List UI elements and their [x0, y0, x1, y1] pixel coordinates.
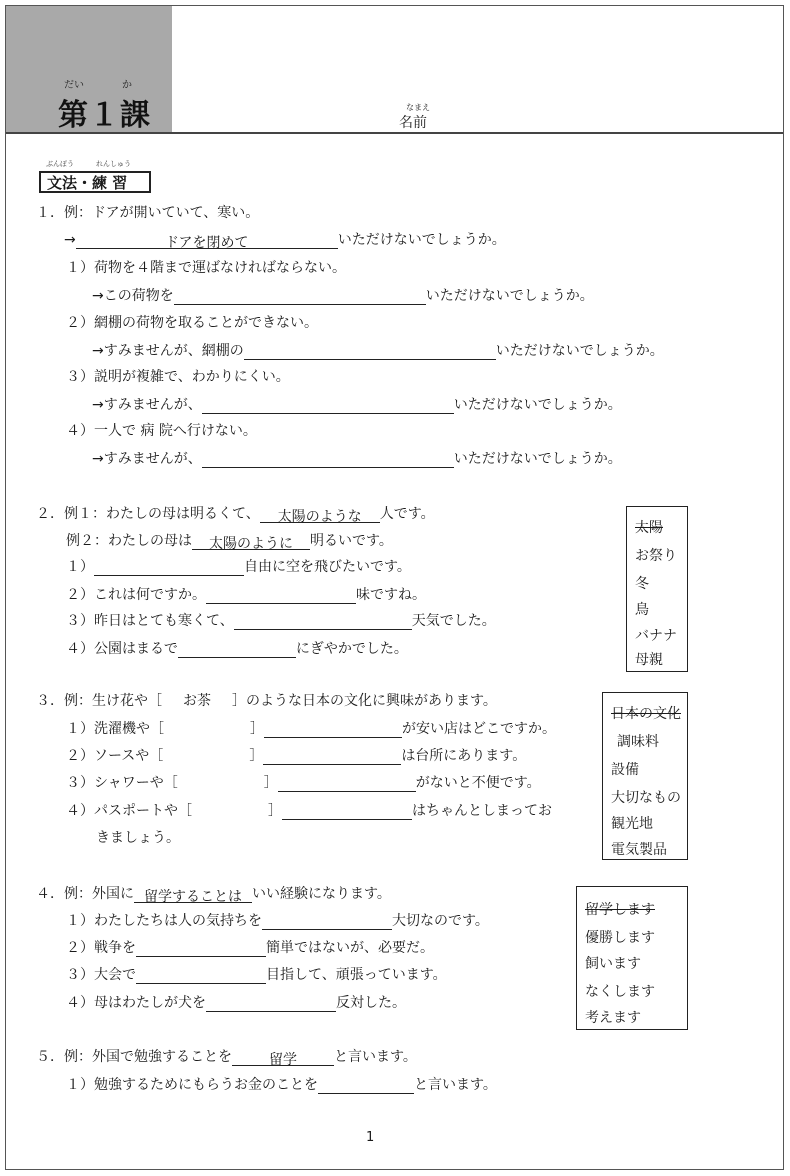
- q3-item-2-blank[interactable]: [263, 750, 401, 765]
- q3-item-1-post: が安い店はどこですか。: [402, 721, 556, 737]
- q1-item-2: ２）網棚の荷物を取ることができない。: [66, 315, 318, 331]
- q3-word-2: 調味料: [617, 734, 659, 750]
- q1-item-1-answer: [92, 287, 594, 305]
- section-ruby-1: ぶんぽう: [46, 160, 74, 168]
- q2-ex1-post: 人です。: [379, 506, 435, 522]
- q4-word-1: 留学します: [585, 902, 655, 918]
- q2-item-4-blank[interactable]: [178, 643, 296, 658]
- q4-item-3-pre: ３）大会で: [66, 967, 136, 983]
- q2-word-6: 母親: [635, 652, 663, 668]
- q3-ex-post: ］のような日本の文化に興味があります。: [232, 693, 497, 709]
- q2-item-1-pre: １）: [66, 559, 94, 575]
- q4-item-1: [66, 912, 489, 930]
- q3-item-1-bracket: ］: [250, 721, 264, 737]
- q4-item-2: [66, 939, 434, 957]
- q1-example: １．例：ドアが開いていて、寒い。: [36, 205, 260, 221]
- q1-item-3-post: いただけないでしょうか。: [453, 397, 622, 413]
- q5-ex-blank: 留学: [232, 1051, 334, 1066]
- lesson-badge: [6, 6, 172, 132]
- q3-item-4-cont: きましょう。: [96, 830, 180, 846]
- q2-ex2-post: 明るいです。: [310, 533, 393, 549]
- q4-ex-blank: 留学することは: [134, 888, 252, 903]
- q5-item-1-blank[interactable]: [318, 1079, 414, 1094]
- q1-item-1-pre: →この荷物を: [92, 288, 174, 304]
- q3-word-6: 電気製品: [611, 842, 667, 858]
- page-header: [6, 6, 783, 134]
- q4-item-1-post: 大切なのです。: [392, 913, 489, 929]
- q1-item-3-pre: →すみませんが、: [92, 397, 202, 413]
- q3-ex-answer: お茶: [183, 693, 211, 709]
- q4-item-3: [66, 966, 447, 984]
- q4-ex-pre: ４．例：外国に: [36, 886, 134, 902]
- q3-word-5: 観光地: [611, 816, 653, 832]
- section-ruby-2: れんしゅう: [96, 160, 131, 168]
- q2-item-2-blank[interactable]: [206, 589, 356, 604]
- q2-ex2-pre: 例２：わたしの母は: [66, 533, 192, 549]
- q3-item-3-blank[interactable]: [278, 777, 416, 792]
- q2-item-3: [66, 612, 496, 630]
- q4-item-2-post: 簡単ではないが、必要だ。: [266, 940, 434, 956]
- section-title: 文法・練 習: [47, 174, 128, 192]
- q2-example-1: [36, 505, 435, 523]
- q1-item-3-blank[interactable]: [202, 399, 454, 414]
- q3-word-4: 大切なもの: [611, 790, 681, 806]
- q5-ex-pre: ５．例：外国で勉強することを: [36, 1049, 232, 1065]
- q2-item-2-pre: ２）これは何ですか。: [66, 587, 206, 603]
- q2-word-4: 鳥: [635, 602, 649, 618]
- q3-item-1-pre: １）洗濯機や［: [66, 721, 164, 737]
- q3-item-2-pre: ２）ソースや［: [66, 748, 164, 764]
- q3-item-4-bracket: ］: [268, 803, 282, 819]
- q3-item-4-post: はちゃんとしまってお: [412, 803, 552, 819]
- q3-item-2-post: は台所にあります。: [401, 748, 527, 764]
- q3-word-1: 日本の文化: [611, 706, 681, 722]
- q2-item-4-pre: ４）公園はまるで: [66, 641, 178, 657]
- q3-item-3-post: がないと不便です。: [415, 775, 541, 791]
- q2-item-2: [66, 586, 426, 604]
- q3-item-4: [66, 802, 552, 820]
- q1-item-2-blank[interactable]: [244, 345, 496, 360]
- q2-item-1-blank[interactable]: [94, 561, 244, 576]
- q3-item-3: [66, 774, 541, 792]
- q3-word-box: [602, 692, 688, 860]
- name-label: 名前: [399, 115, 427, 131]
- q2-word-2: お祭り: [635, 548, 677, 564]
- q1-example-answer: [64, 231, 506, 249]
- q4-item-1-blank[interactable]: [262, 915, 392, 930]
- q3-example: [36, 692, 497, 710]
- q1-item-1-post: いただけないでしょうか。: [425, 288, 594, 304]
- q2-word-3: 冬: [635, 576, 649, 592]
- q3-item-2: [66, 747, 526, 765]
- q2-ex1-blank: 太陽のような: [260, 508, 380, 523]
- q4-item-1-pre: １）わたしたちは人の気持ちを: [66, 913, 262, 929]
- q3-ex-pre: ３．例：生け花や［: [36, 693, 162, 709]
- q4-word-4: なくします: [585, 984, 655, 1000]
- q1-item-1: １）荷物を４階まで運ばなければならない。: [66, 260, 346, 276]
- q3-item-3-pre: ３）シャワーや［: [66, 775, 178, 791]
- q2-item-3-pre: ３）昨日はとても寒くて、: [66, 613, 234, 629]
- q4-word-2: 優勝します: [585, 930, 655, 946]
- q3-item-4-blank[interactable]: [282, 805, 412, 820]
- q4-item-3-blank[interactable]: [136, 969, 266, 984]
- q1-item-3: ３）説明が複雑で、わかりにくい。: [66, 369, 290, 385]
- q3-item-1: [66, 720, 556, 738]
- q1-item-4: ４）一人で 病 院へ行けない。: [66, 423, 257, 439]
- q2-item-1-post: 自由に空を飛びたいです。: [244, 559, 411, 575]
- q4-item-4-blank[interactable]: [206, 997, 336, 1012]
- lesson-ruby-ka: か: [122, 80, 132, 91]
- name-ruby: なまえ: [406, 103, 430, 112]
- q2-example-2: [66, 532, 393, 550]
- q4-item-2-pre: ２）戦争を: [66, 940, 136, 956]
- q1-item-2-answer: [92, 342, 664, 360]
- q1-arrow: →: [64, 232, 76, 248]
- q1-example-answer-post: いただけないでしょうか。: [337, 232, 506, 248]
- q2-item-4-post: にぎやかでした。: [295, 641, 408, 657]
- page-number: 1: [366, 1130, 375, 1145]
- q3-item-1-blank[interactable]: [264, 723, 402, 738]
- q1-item-4-blank[interactable]: [202, 453, 454, 468]
- q2-item-4: [66, 640, 408, 658]
- q4-example: [36, 885, 391, 903]
- q3-word-3: 設備: [611, 762, 639, 778]
- q1-item-3-answer: [92, 396, 622, 414]
- lesson-ruby-dai: だい: [64, 80, 84, 91]
- q2-word-5: バナナ: [635, 628, 677, 644]
- q4-word-5: 考えます: [585, 1010, 641, 1026]
- q3-item-3-bracket: ］: [263, 775, 278, 791]
- q2-word-box: [626, 506, 688, 672]
- q4-item-4-post: 反対した。: [336, 995, 406, 1011]
- q5-example: [36, 1048, 417, 1066]
- q5-item-1-pre: １）勉強するためにもらうお金のことを: [66, 1077, 318, 1093]
- lesson-title: 第１課: [58, 98, 151, 133]
- q1-item-4-pre: →すみませんが、: [92, 451, 202, 467]
- q4-word-3: 飼います: [585, 956, 641, 972]
- q1-item-4-post: いただけないでしょうか。: [453, 451, 622, 467]
- q5-item-1: [66, 1076, 497, 1094]
- q5-ex-post: と言います。: [334, 1049, 417, 1065]
- q4-item-4: [66, 994, 406, 1012]
- section-title-box: [39, 171, 151, 193]
- q2-ex2-blank: 太陽のように: [192, 535, 310, 550]
- q2-item-3-blank[interactable]: [234, 615, 412, 630]
- q2-item-2-post: 味ですね。: [356, 587, 426, 603]
- q1-example-blank: ドアを閉めて: [76, 234, 338, 249]
- worksheet-page: [5, 5, 784, 1170]
- q4-word-box: [576, 886, 688, 1030]
- q1-item-2-pre: →すみませんが、網棚の: [92, 343, 244, 359]
- lesson-ruby: [64, 76, 132, 91]
- q4-item-3-post: 目指して、頑張っています。: [266, 967, 447, 983]
- q3-item-2-bracket: ］: [249, 748, 264, 764]
- q2-item-1: [66, 558, 411, 576]
- q2-ex1-pre: ２．例１：わたしの母は明るくて、: [36, 506, 260, 522]
- q5-item-1-post: と言います。: [414, 1077, 497, 1093]
- q4-ex-post: いい経験になります。: [252, 886, 391, 902]
- q4-item-4-pre: ４）母はわたしが犬を: [66, 995, 206, 1011]
- q2-item-3-post: 天気でした。: [411, 613, 496, 629]
- q1-item-4-answer: [92, 450, 622, 468]
- q2-word-1: 太陽: [635, 520, 663, 536]
- q3-item-4-pre: ４）パスポートや［: [66, 803, 192, 819]
- q1-item-2-post: いただけないでしょうか。: [495, 343, 664, 359]
- q4-item-2-blank[interactable]: [136, 942, 266, 957]
- q1-item-1-blank[interactable]: [174, 290, 426, 305]
